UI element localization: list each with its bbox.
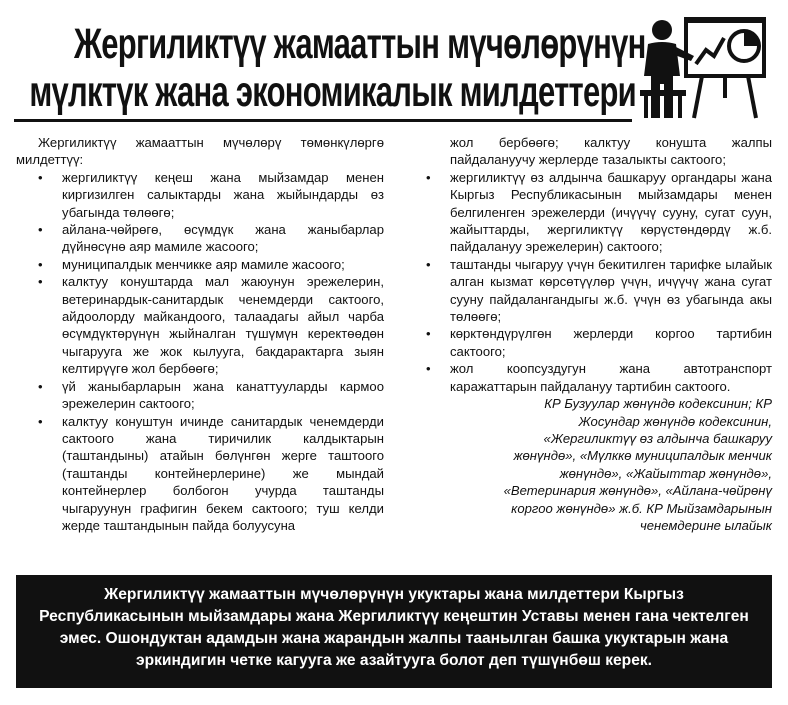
list-item: • жергиликтүү өз алдынча башкаруу органдары жана Кыргыз Республикасынын мыйзамдары менен белгиленген эрежелерди (ичүүчү сууну, сугат суун, жайыттарды, жергиликтүү көрүстөндөрдү ж.б. пайдалануу эрежелерин) сактоого;	[426, 169, 772, 255]
list-item: • муниципалдык менчикке аяр мамиле жасоого;	[38, 256, 345, 272]
list-item: • айлана-чөйрөгө, өсүмдүк жана жаныбарлар дүйнөсүнө аяр мамиле жасоого;	[38, 222, 384, 255]
notice-text: Жергиликтүү жамааттын мүчөлөрүнүн укуктары жана милдеттери Кыргыз Республикасынын мыйзамдары жана Жергиликтүү кеңештин Уставы менен гана чектелген эмес. Ошондуктан адамдын жана жарандын жалпы таанылган башка укуктарын жана эркиндигин четке кагууга же азайтууга болот деп түшүнбөш керек.	[39, 586, 749, 669]
list-item-continuation: жол бербөөгө; калктуу конушта жалпы пайдалануучу жерлерде тазалыкты сактоого;	[450, 135, 772, 168]
intro-text: Жергиликтүү жамааттын мүчөлөрү төмөнкүлөргө милдеттүү:	[16, 135, 384, 168]
list-item: • жергиликтүү кеңеш жана мыйзамдар менен киргизилген салыктарды жана жыйындарды өз убагында төлөөгө;	[38, 169, 384, 220]
list-item: • калктуу конуштун ичинде санитардык ченемдерди сактоого жана тиричилик калдыктарын (таштандыны) атайын бөлүнгөн жерге таштоого (таштанды контейнерлерине) же мындай контейнерлер болбогон учурда таштанды чыгаруунун графигин бекем сактоого; туш келди жерде таштандынын пайда болуусуна	[38, 413, 384, 533]
presenter-with-chart-icon	[640, 14, 782, 122]
page-title	[29, 20, 646, 116]
title-block	[14, 10, 646, 122]
right-column	[404, 134, 772, 534]
title-line-1: Жергиликтүү жамааттын мүчөлөрүнүн	[74, 20, 646, 68]
list-item: • үй жаныбарларын жана канаттууларды кармоо эрежелерин сактоого;	[38, 378, 384, 412]
list-item: • көрктөндүрүлгөн жерлерди коргоо тартибин сактоого;	[426, 326, 772, 359]
obligations-list-left	[16, 169, 384, 535]
left-column	[16, 134, 384, 534]
list-item: • жол коопсуздугун жана автотранспорт каражаттарын пайдалануу тартибин сактоого.	[426, 361, 772, 394]
legal-references: КР Бузуулар жөнүндө кодексинин; КР Жосундар жөнүндө кодексинин, «Жергиликтүү өз алдынча башкаруу жөнүндө», «Мүлккө муниципалдык менчик жөнүндө», «Жайыттар жөнүндө», «Ветеринария жөнүндө», «Айлана-чөйрөнү коргоо жөнүндө» ж.б. КР Мыйзамдарынын ченемдерине ылайык	[503, 396, 772, 533]
obligations-list-right	[404, 169, 772, 395]
title-line-2: мүлктүк жана экономикалык милдеттери	[29, 68, 636, 116]
notice-box	[16, 575, 772, 688]
list-item: • таштанды чыгаруу үчүн бекитилген тарифке ылайык алган кызмат көрсөтүүлөр үчүн, ичүүчү жана сугат сууну пайдалангандыгы ж.б. үчүн өз убагында акы төлөөгө;	[426, 256, 772, 325]
list-item: • калктуу конуштарда мал жаюунун эрежелерин, ветеринардык-санитардык ченемдерди сактоого, айдоолорду майкандоого, талаадагы айыл чарба өсүмдүктөрүнүн жыйналган түшүмүн керектөөдөн чыгарууга же жок кылууга, бакдарактарга зыян келтирүүгө жол бербөөгө;	[38, 274, 384, 377]
